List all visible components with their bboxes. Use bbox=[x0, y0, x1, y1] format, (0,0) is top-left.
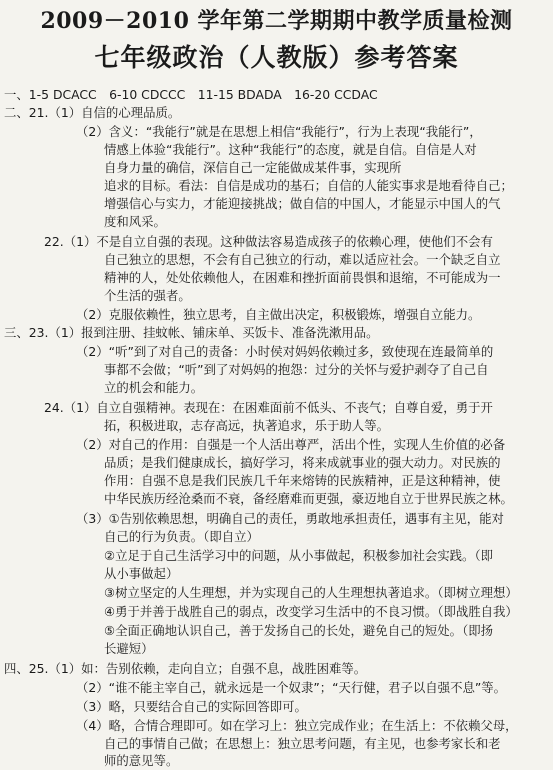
answer-line-21-2b: 情感上体验“我能行”。这种“我能行”的态度，就是自信。自信是人对 bbox=[104, 142, 477, 157]
answer-line-24-2a: （2）对自己的作用：自强是一个人活出尊严，活出个性，实现人生价值的必备 bbox=[76, 437, 506, 452]
answer-line-22-1c: 精神的人，处处依赖他人，在困难和挫折面前畏惧和退缩，不可能成为一 bbox=[104, 270, 501, 285]
answer-line-21-2c: 自身力量的确信，深信自己一定能做成某件事，实现所 bbox=[104, 160, 402, 175]
answer-line-22-2: （2）克服依赖性，独立思考，自主做出决定，积极锻炼，增强自立能力。 bbox=[76, 307, 481, 322]
answer-line-25-4a: （4）略，合情合理即可。如在学习上：独立完成作业；在生活上：不依赖父母， bbox=[76, 718, 518, 733]
answer-line-24-3f: ④勇于并善于战胜自己的弱点，改变学习生活中的不良习惯。（即战胜自我） bbox=[104, 604, 518, 619]
document-title: 2009－2010 学年第二学期期中教学质量检测 bbox=[40, 8, 513, 34]
answer-line-23-2b: 事都不会做；“听”到了对妈妈的抱怨：过分的关怀与爱护剥夺了自己自 bbox=[104, 362, 489, 377]
answer-line-23-1: 三、23.（1）报到注册、挂蚊帐、铺床单、买饭卡、准备洗漱用品。 bbox=[4, 325, 379, 340]
answer-line-24-3a: （3）①告别依赖思想，明确自己的责任，勇敢地承担责任，遇事有主见，能对 bbox=[76, 511, 504, 526]
answer-line-25-3: （3）略，只要结合自己的实际回答即可。 bbox=[76, 699, 307, 714]
answer-line-21-2d: 追求的目标。看法：自信是成功的基石；自信的人能实事求是地看待自己； bbox=[104, 178, 513, 193]
answer-line-24-3g: ⑤全面正确地认识自己，善于发扬自己的长处，避免自己的短处。（即扬 bbox=[104, 623, 494, 638]
answer-line-21-2e: 增强信心与实力，才能迎接挑战；做自信的中国人，才能显示中国人的气 bbox=[104, 196, 501, 211]
answer-line-23-2a: （2）“听”到了对自己的责备：小时侯对妈妈依赖过多，致使现在连最简单的 bbox=[76, 344, 494, 359]
answer-line-24-3c: ②立足于自己生活学习中的问题，从小事做起，积极参加社会实践。（即 bbox=[104, 548, 494, 563]
answer-line-21-2f: 度和风采。 bbox=[104, 214, 166, 229]
document-subtitle: 七年级政治（人教版）参考答案 bbox=[94, 43, 459, 72]
answer-line-21-2a: （2）含义：“我能行”就是在思想上相信“我能行”，行为上表现“我能行”， bbox=[76, 124, 482, 139]
answer-line-25-4c: 师的意见等。 bbox=[104, 753, 179, 768]
answer-line-24-3e: ③树立坚定的人生理想，并为实现自己的人生理想执著追求。（即树立理想） bbox=[104, 585, 518, 600]
answer-line-24-3b: 自己的行为负责。（即自立） bbox=[104, 529, 259, 544]
answer-line-24-3d: 从小事做起） bbox=[104, 566, 179, 581]
answer-line-24-2d: 中华民族历经沧桑而不衰，备经磨难而更强，豪迈地自立于世界民族之林。 bbox=[104, 491, 513, 506]
answer-line-24-1b: 拓，积极进取，志存高远，执著追求，乐于助人等。 bbox=[104, 418, 389, 433]
answer-line-25-4b: 自己的事情自己做；在思想上：独立思考问题，有主见，也参考家长和老 bbox=[104, 736, 501, 751]
answer-line-choice: 一、1-5 DCACC 6-10 CDCCC 11-15 BDADA 16-20 CCDAC bbox=[4, 87, 378, 102]
answer-line-22-1a: 22.（1）不是自立自强的表现。这种做法容易造成孩子的依赖心理，使他们不会有 bbox=[44, 234, 493, 249]
answer-line-24-2c: 作用：自强不息是我们民族几千年来熔铸的民族精神，正是这种精神，使 bbox=[104, 473, 501, 488]
answer-line-21-1: 二、21.（1）自信的心理品质。 bbox=[4, 105, 181, 120]
answer-line-24-1a: 24.（1）自立自强精神。表现在：在困难面前不低头、不丧气；自尊自爱，勇于开 bbox=[44, 400, 493, 415]
answer-line-25-1: 四、25.（1）如：告别依赖，走向自立；自强不息，战胜困难等。 bbox=[4, 661, 367, 676]
answer-line-24-3h: 长避短） bbox=[104, 641, 154, 656]
answer-line-23-2c: 立的机会和能力。 bbox=[104, 380, 204, 395]
answer-line-22-1b: 自己独立的思想，不会有自己独立的行动，难以适应社会。一个缺乏自立 bbox=[104, 252, 501, 267]
answer-line-25-2: （2）“谁不能主宰自己，就永远是一个奴隶”；“天行健，君子以自强不息”等。 bbox=[76, 680, 507, 695]
answer-line-24-2b: 品质；是我们健康成长，搞好学习，将来成就事业的强大动力。对民族的 bbox=[104, 455, 501, 470]
answer-line-22-1d: 个生活的强者。 bbox=[104, 288, 191, 303]
